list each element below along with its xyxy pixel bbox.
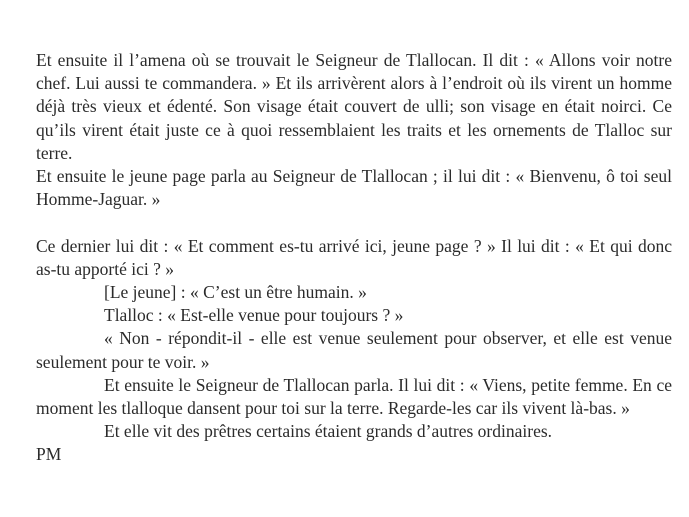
paragraph-question: Ce dernier lui dit : « Et comment es-tu arrivé ici, jeune page ? » Il lui dit : « Et qui donc as-tu apporté ici ? »: [36, 235, 672, 279]
signature: PM: [36, 444, 62, 465]
line-jeune: [Le jeune] : « C’est un être humain. »: [104, 282, 367, 303]
blank-line: [36, 211, 672, 234]
paragraph-priests: Et elle vit des prêtres certains étaient grands d’autres ordinaires.: [104, 421, 553, 442]
paragraph-answer: « Non - répondit-il - elle est venue seulement pour observer, et elle est venue seulement pour te voir. »: [36, 328, 672, 372]
line-tlalloc: Tlalloc : « Est-elle venue pour toujours ? »: [104, 305, 404, 326]
paragraph-greeting: Et ensuite le jeune page parla au Seigneur de Tlallocan ; il lui dit : « Bienvenu, ô toi seul Homme-Jaguar. »: [36, 166, 672, 210]
paragraph-arrival: Et ensuite il l’amena où se trouvait le Seigneur de Tlallocan. Il dit : « Allons voir notre chef. Lui aussi te commandera. » Et ils arrivèrent alors à l’endroit où ils virent un homme déjà très vieux et édenté. Son visage était couvert de ulli; son visage en était noirci. Ce qu’ils virent était juste ce à quoi ressemblaient les traits et les ornements de Tlalloc sur terre.: [36, 50, 672, 163]
document-text: [36, 49, 672, 467]
paragraph-seigneur-speaks: Et ensuite le Seigneur de Tlallocan parla. Il lui dit : « Viens, petite femme. En ce moment les tlalloque dansent pour toi sur la terre. Regarde-les car ils vivent là-bas. »: [36, 374, 672, 419]
